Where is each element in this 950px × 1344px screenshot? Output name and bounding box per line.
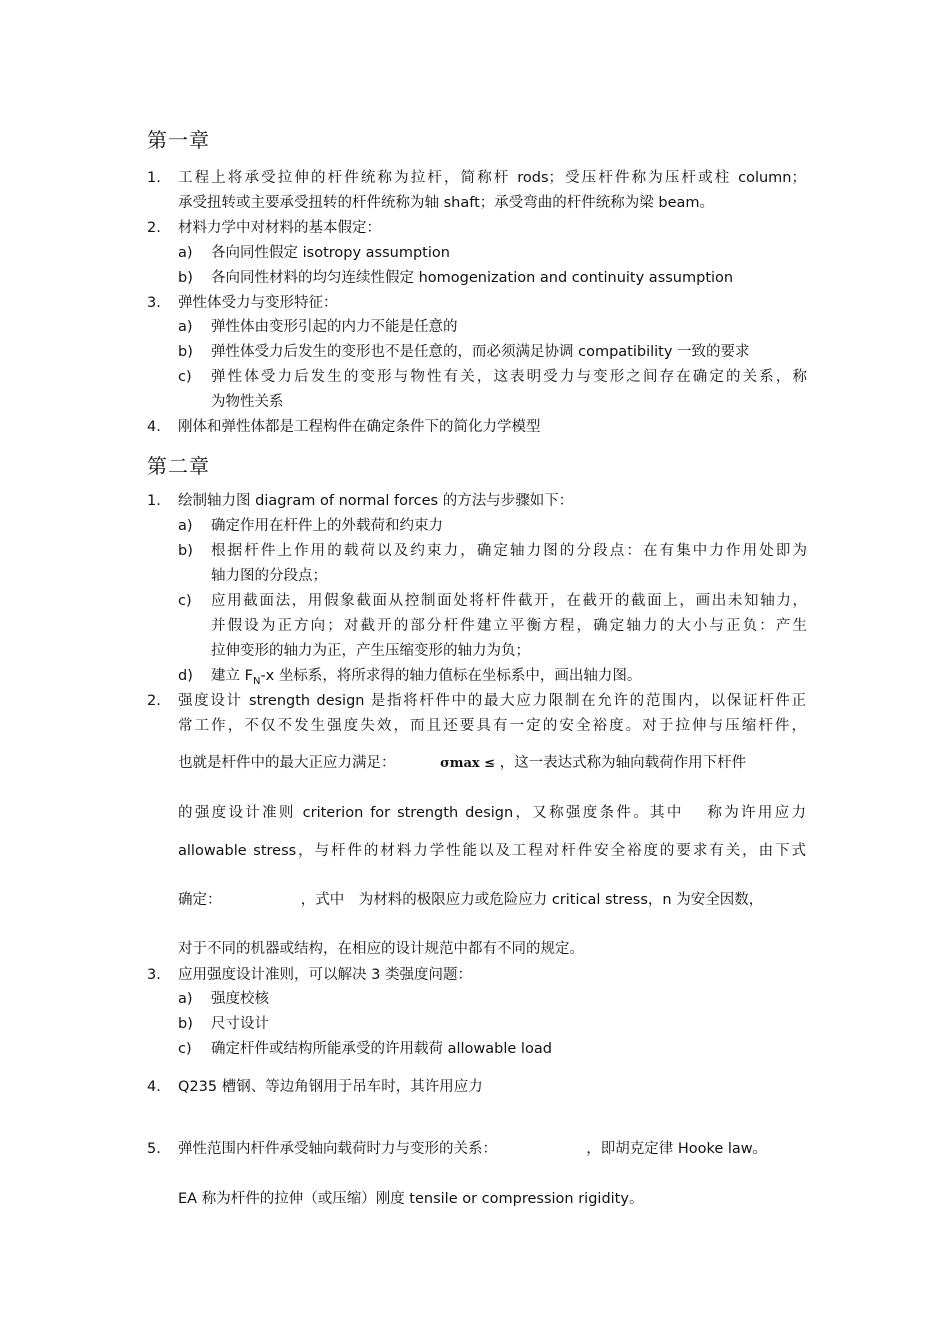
ch2-item2-line2: 常工作，不仅不发生强度失效，而且还要具有一定的安全裕度。对于拉伸与压缩杆件， [178,718,806,734]
ch1-item2-b-label: b) [178,270,193,286]
ch2-item2-line5: allowable stress，与杆件的材料力学性能以及工程对杆件安全裕度的要求有关，由下式 [178,843,806,859]
ch2-item3-number: 3. [147,967,161,983]
ch1-item2-number: 2. [147,220,161,236]
ch2-item3-b-label: b) [178,1016,193,1032]
ch2-item1-text: 绘制轴力图 diagram of normal forces 的方法与步骤如下： [178,493,574,509]
ch1-item1-line2: 承受扭转或主要承受扭转的杆件统称为轴 shaft；承受弯曲的杆件统称为梁 beam。 [178,195,715,211]
ch2-item4-number: 4. [147,1079,161,1095]
ch2-item3-a: 强度校核 [211,991,269,1007]
ch1-item3-b: 弹性体受力后发生的变形也不是任意的，而必须满足协调 compatibility 一致的要求 [211,344,750,360]
ch2-item2-line4: 的强度设计准则 criterion for strength design，又称强度条件。其中 称为许用应力 [178,805,806,821]
chapter-1-title: 第一章 [147,128,210,152]
ch1-item4-text: 刚体和弹性体都是工程构件在确定条件下的简化力学模型 [178,419,541,435]
ch2-item1-c-line3: 拉伸变形的轴力为正，产生压缩变形的轴力为负； [211,643,530,659]
ch2-item2-line6 [178,893,763,908]
ch2-item1-a-label: a) [178,518,193,534]
ch2-item2-line6-b: ，式中 为材料的极限应力或危险应力 critical stress，n 为安全因数， [300,892,764,908]
ch2-item2-line7: 对于不同的机器或结构，在相应的设计规范中都有不同的规定。 [178,941,584,957]
ch2-item5-line1 [178,1142,767,1157]
sigma-max-formula: σmax ≤ [440,756,496,771]
ch2-item3-a-label: a) [178,991,193,1007]
ch2-item1-d-post: -x 坐标系，将所求得的轴力值标在坐标系中，画出轴力图。 [260,668,642,684]
ch2-item5-text-a: 弹性范围内杆件承受轴向载荷时力与变形的关系： [178,1141,497,1157]
ch2-item1-d-label: d) [178,668,193,684]
ch2-item1-d-pre: 建立 F [211,668,253,684]
ch2-item5-number: 5. [147,1141,161,1157]
ch2-item1-a: 确定作用在杆件上的外载荷和约束力 [211,518,443,534]
ch1-item3-c-line2: 为物性关系 [211,394,284,410]
ch2-item1-number: 1. [147,493,161,509]
ch2-item1-b-line1: 根据杆件上作用的载荷以及约束力，确定轴力图的分段点：在有集中力作用处即为 [211,543,807,559]
ch2-item2-line6-a: 确定： [178,892,222,908]
ch2-item2-line3-a: 也就是杆件中的最大正应力满足： [178,755,396,771]
ch2-item1-c-label: c) [178,593,192,609]
ch2-item2-number: 2. [147,693,161,709]
ch1-item2-b: 各向同性材料的均匀连续性假定 homogenization and continuity assumption [211,270,734,286]
ch1-item3-text: 弹性体受力与变形特征： [178,295,338,311]
ch2-item3-c: 确定杆件或结构所能承受的许用载荷 allowable load [211,1041,552,1057]
ch2-item1-b-label: b) [178,543,193,559]
ch2-item3-b: 尺寸设计 [211,1016,269,1032]
ch1-item2-text: 材料力学中对材料的基本假定： [178,220,381,236]
ch2-item2-line3-b: ，这一表达式称为轴向载荷作用下杆件 [499,755,747,771]
ch1-item3-c-line1: 弹性体受力后发生的变形与物性有关，这表明受力与变形之间存在确定的关系，称 [211,369,807,385]
ch1-item3-c-label: c) [178,369,192,385]
ch2-item1-b-line2: 轴力图的分段点； [211,568,327,584]
ch1-item2-a: 各向同性假定 isotropy assumption [211,245,450,261]
ch2-item2-line1: 强度设计 strength design 是指将杆件中的最大应力限制在允许的范围内，以保证杆件正 [178,693,806,709]
ch2-item4-text: Q235 槽钢、等边角钢用于吊车时，其许用应力 [178,1079,483,1095]
ch2-item5-text-b: ，即胡克定律 Hooke law。 [586,1141,768,1157]
ch1-item4-number: 4. [147,419,161,435]
ch2-item1-d [211,669,641,687]
ch2-item2-line3 [178,756,746,771]
ch2-item1-c-line2: 并假设为正方向；对截开的部分杆件建立平衡方程，确定轴力的大小与正负：产生 [211,618,807,634]
ch1-item1-line1: 工程上将承受拉伸的杆件统称为拉杆，简称杆 rods；受压杆件称为压杆或柱 column； [178,170,806,186]
ch2-item1-c-line1: 应用截面法，用假象截面从控制面处将杆件截开，在截开的截面上，画出未知轴力， [211,593,807,609]
ch1-item3-b-label: b) [178,344,193,360]
ch1-item2-a-label: a) [178,245,193,261]
ch2-item5-line2: EA 称为杆件的拉伸（或压缩）刚度 tensile or compression rigidity。 [178,1191,644,1207]
ch2-item3-c-label: c) [178,1041,192,1057]
ch2-item3-text: 应用强度设计准则，可以解决 3 类强度问题： [178,967,472,983]
ch1-item3-number: 3. [147,295,161,311]
ch1-item3-a: 弹性体由变形引起的内力不能是任意的 [211,319,458,335]
ch1-item3-a-label: a) [178,319,193,335]
ch1-item1-number: 1. [147,170,161,186]
ch2-item1-d-subscript: N [252,675,261,687]
chapter-2-title: 第二章 [147,454,210,478]
